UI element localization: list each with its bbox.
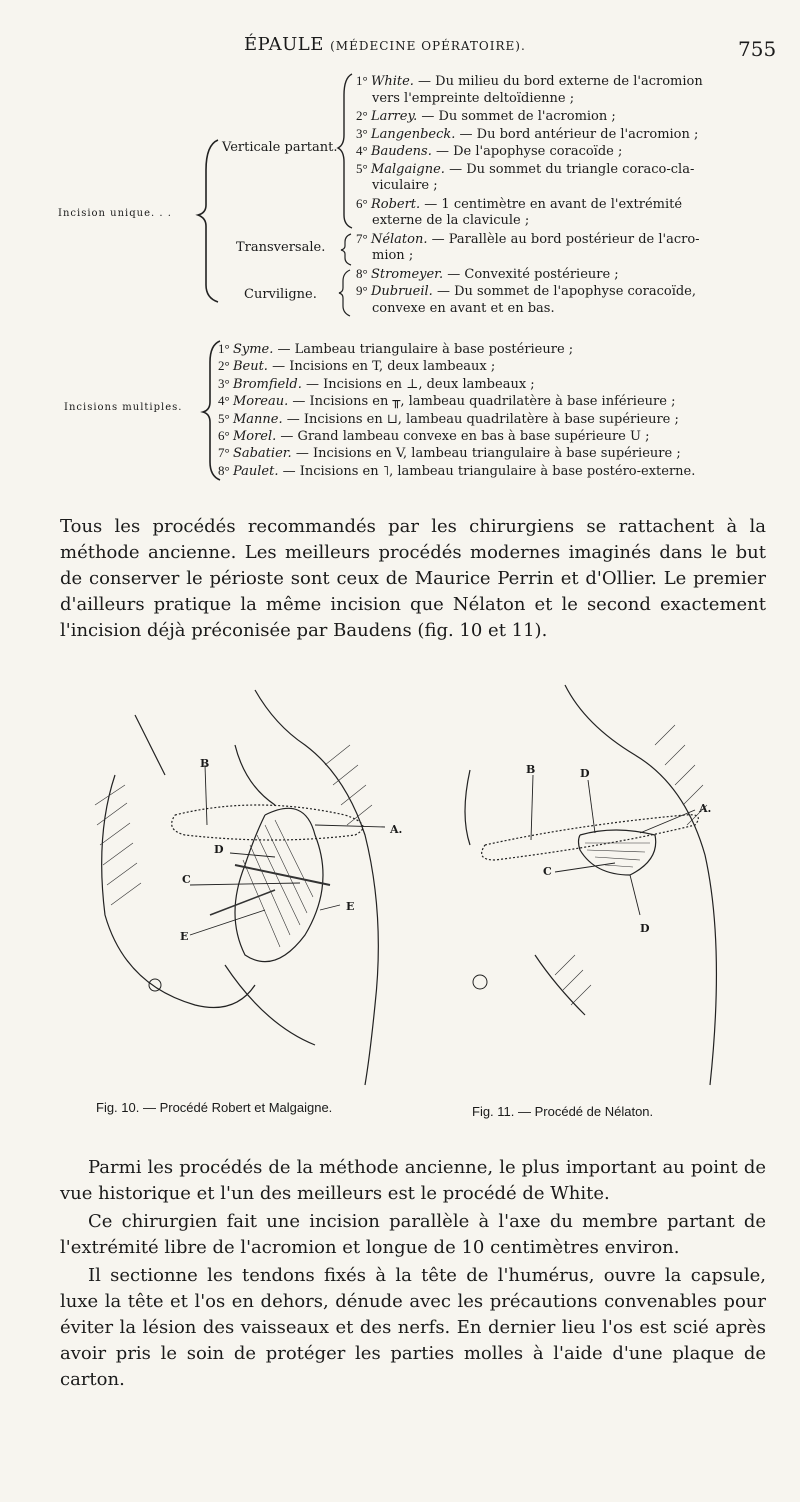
entry-text: — Incisions en ⊥, deux lambeaux ; (301, 376, 535, 392)
entry-surgeon-name: Larrey. (370, 109, 418, 124)
list-item (356, 265, 619, 283)
entry-number: 3° (356, 125, 371, 141)
fig11-label-d2: D (640, 922, 650, 935)
entry-text: — Du sommet de l'apophyse coracoïde, (432, 284, 697, 299)
paragraph-1 (60, 514, 766, 644)
list-item (218, 462, 695, 480)
list-item (356, 72, 703, 90)
entry-number: 5° (218, 410, 233, 426)
verticale-label: Verticale partant. (222, 140, 338, 155)
entry-text: convexe en avant et en bas. (372, 300, 555, 316)
fig11-label-b: B (526, 763, 536, 776)
entry-surgeon-name: Malgaigne. (370, 161, 445, 177)
entry-text: — Incisions en ⊔, lambeau quadrilatère à base supérieure ; (282, 411, 679, 427)
entry-surgeon-name: Stromeyer. (370, 266, 444, 282)
entry-text: vers l'empreinte deltoïdienne ; (372, 90, 575, 106)
list-item (356, 160, 694, 178)
entry-surgeon-name: Beut. (232, 359, 268, 375)
entry-text: — De l'apophyse coracoïde ; (431, 144, 623, 159)
entry-number: 2° (218, 358, 233, 374)
list-item (218, 375, 535, 393)
entry-number: 4° (218, 393, 233, 409)
entry-number: 7° (356, 230, 371, 246)
entry-number: 9° (356, 283, 371, 298)
entry-number: 6° (356, 195, 371, 211)
list-item (356, 282, 696, 300)
entry-number: 8° (356, 265, 371, 281)
list-item (372, 247, 413, 264)
list-item (218, 357, 495, 375)
entry-number: 5° (356, 160, 371, 176)
paragraph-4-text: Il sectionne les tendons fixés à la tête de l'humérus, ouvre la capsule, luxe la tête et l'os en dehors, dénude avec les précautions convenables pour éviter la lésion des vaisseaux et des nerfs. En dernier lieu l'os est scié après avoir pris le soin de protéger les parties molles à l'aide d'une plaque de carton. (60, 1265, 766, 1390)
entry-surgeon-name: Nélaton. (370, 231, 428, 247)
entry-text: — 1 centimètre en avant de l'extrémité (420, 196, 683, 212)
fig10-label-e1: E (346, 900, 355, 913)
entry-text: externe de la clavicule ; (372, 213, 530, 228)
list-item (218, 427, 649, 445)
entry-text: viculaire ; (372, 178, 438, 193)
entry-surgeon-name: Manne. (232, 411, 283, 427)
entry-surgeon-name: Paulet. (232, 463, 279, 479)
entry-text: — Du sommet de l'acromion ; (417, 109, 616, 124)
entry-number: 3° (218, 375, 233, 391)
fig11-label-c: C (543, 865, 552, 878)
entry-surgeon-name: Syme. (232, 342, 274, 357)
paragraph-1-text: Tous les procédés recommandés par les chirurgiens se rattachent à la méthode ancienne. Les meilleurs procédés modernes imaginés dans le but de conserver le périoste sont ceux de Maurice Perrin et d'Ollier. Le premier d'ailleurs pratique la même incision que Nélaton et le second exactement l'incision déjà préconisée par Baudens (fig. 10 et 11). (60, 516, 766, 641)
entry-number: 4° (356, 143, 371, 158)
list-item (218, 340, 573, 358)
entry-surgeon-name: Moreau. (232, 394, 289, 410)
curviligne-label: Curviligne. (244, 287, 317, 302)
entry-text: — Incisions en ╥, lambeau quadrilatère à base inférieure ; (288, 394, 676, 410)
entry-text: — Incisions en T, deux lambeaux ; (267, 359, 496, 375)
fig10-label-b: B (200, 757, 210, 770)
entry-surgeon-name: Morel. (232, 429, 277, 444)
list-item (372, 177, 438, 194)
entry-surgeon-name: Dubrueil. (370, 284, 433, 299)
entry-number: 7° (218, 445, 233, 461)
fig10-label-c: C (182, 873, 191, 886)
entry-text: — Incisions en ˥, lambeau triangulaire à base postéro-externe. (278, 463, 696, 479)
paragraph-2-text: Parmi les procédés de la méthode ancienne, le plus important au point de vue historique et l'un des meilleurs est le procédé de White. (60, 1157, 766, 1204)
list-item (218, 392, 675, 410)
list-item (356, 125, 698, 143)
entry-surgeon-name: Sabatier. (232, 446, 292, 462)
list-item (356, 230, 700, 248)
entry-text: mion ; (372, 248, 414, 263)
entry-surgeon-name: Robert. (370, 196, 421, 212)
entry-surgeon-name: Langenbeck. (370, 126, 456, 142)
entry-number: 8° (218, 462, 233, 478)
entry-text: — Grand lambeau convexe en bas à base supérieure U ; (276, 429, 650, 444)
paragraph-3-text: Ce chirurgien fait une incision parallèle à l'axe du membre partant de l'extrémité libre de l'acromion et longue de 10 centimètres environ. (60, 1211, 766, 1258)
incisions-multiples-label: Incisions multiples. (64, 402, 183, 413)
paragraph-4 (60, 1263, 766, 1393)
fig11-label-d1: D (580, 767, 590, 780)
entry-number: 1° (218, 341, 233, 356)
fig10-label-d: D (214, 843, 224, 856)
incision-unique-label: Incision unique. . . (58, 208, 172, 219)
list-item (218, 444, 681, 462)
entry-text: — Convexité postérieure ; (443, 266, 619, 282)
paragraph-2 (60, 1155, 766, 1207)
list-item (372, 212, 529, 229)
header-title-main: ÉPAULE (244, 34, 324, 55)
entry-text: — Incisions en V, lambeau triangulaire à base supérieure ; (291, 446, 681, 462)
figure-10-caption: Fig. 10. — Procédé Robert et Malgaigne. (96, 1100, 333, 1115)
list-item (372, 90, 574, 107)
list-item (372, 300, 555, 317)
entry-surgeon-name: Baudens. (370, 144, 432, 159)
entry-number: 6° (218, 428, 233, 443)
list-item (356, 142, 622, 160)
list-item (356, 195, 682, 213)
entry-text: — Du sommet du triangle coraco-cla- (444, 161, 695, 177)
header-title-sub: (MÉDECINE OPÉRATOIRE). (330, 39, 526, 53)
entry-number: 1° (356, 73, 371, 88)
figure-11-caption: Fig. 11. — Procédé de Nélaton. (472, 1104, 654, 1119)
fig11-label-a: A. (699, 802, 712, 815)
entry-text: — Du milieu du bord externe de l'acromion (413, 74, 703, 89)
figure-11-illustration (455, 685, 735, 1085)
entry-surgeon-name: Bromfield. (232, 376, 302, 392)
transversale-label: Transversale. (236, 240, 326, 255)
entry-text: — Parallèle au bord postérieur de l'acro- (427, 231, 700, 247)
list-item (356, 107, 616, 125)
paragraph-3 (60, 1209, 766, 1261)
page-number: 755 (738, 37, 777, 61)
entry-text: — Lambeau triangulaire à base postérieure ; (273, 342, 574, 357)
entry-text: — Du bord antérieur de l'acromion ; (455, 126, 699, 142)
entry-surgeon-name: White. (370, 74, 414, 89)
entry-number: 2° (356, 108, 371, 123)
fig10-label-e2: E (180, 930, 189, 943)
figure-10-illustration (75, 685, 415, 1085)
list-item (218, 410, 679, 428)
fig10-label-a: A. (390, 823, 403, 836)
